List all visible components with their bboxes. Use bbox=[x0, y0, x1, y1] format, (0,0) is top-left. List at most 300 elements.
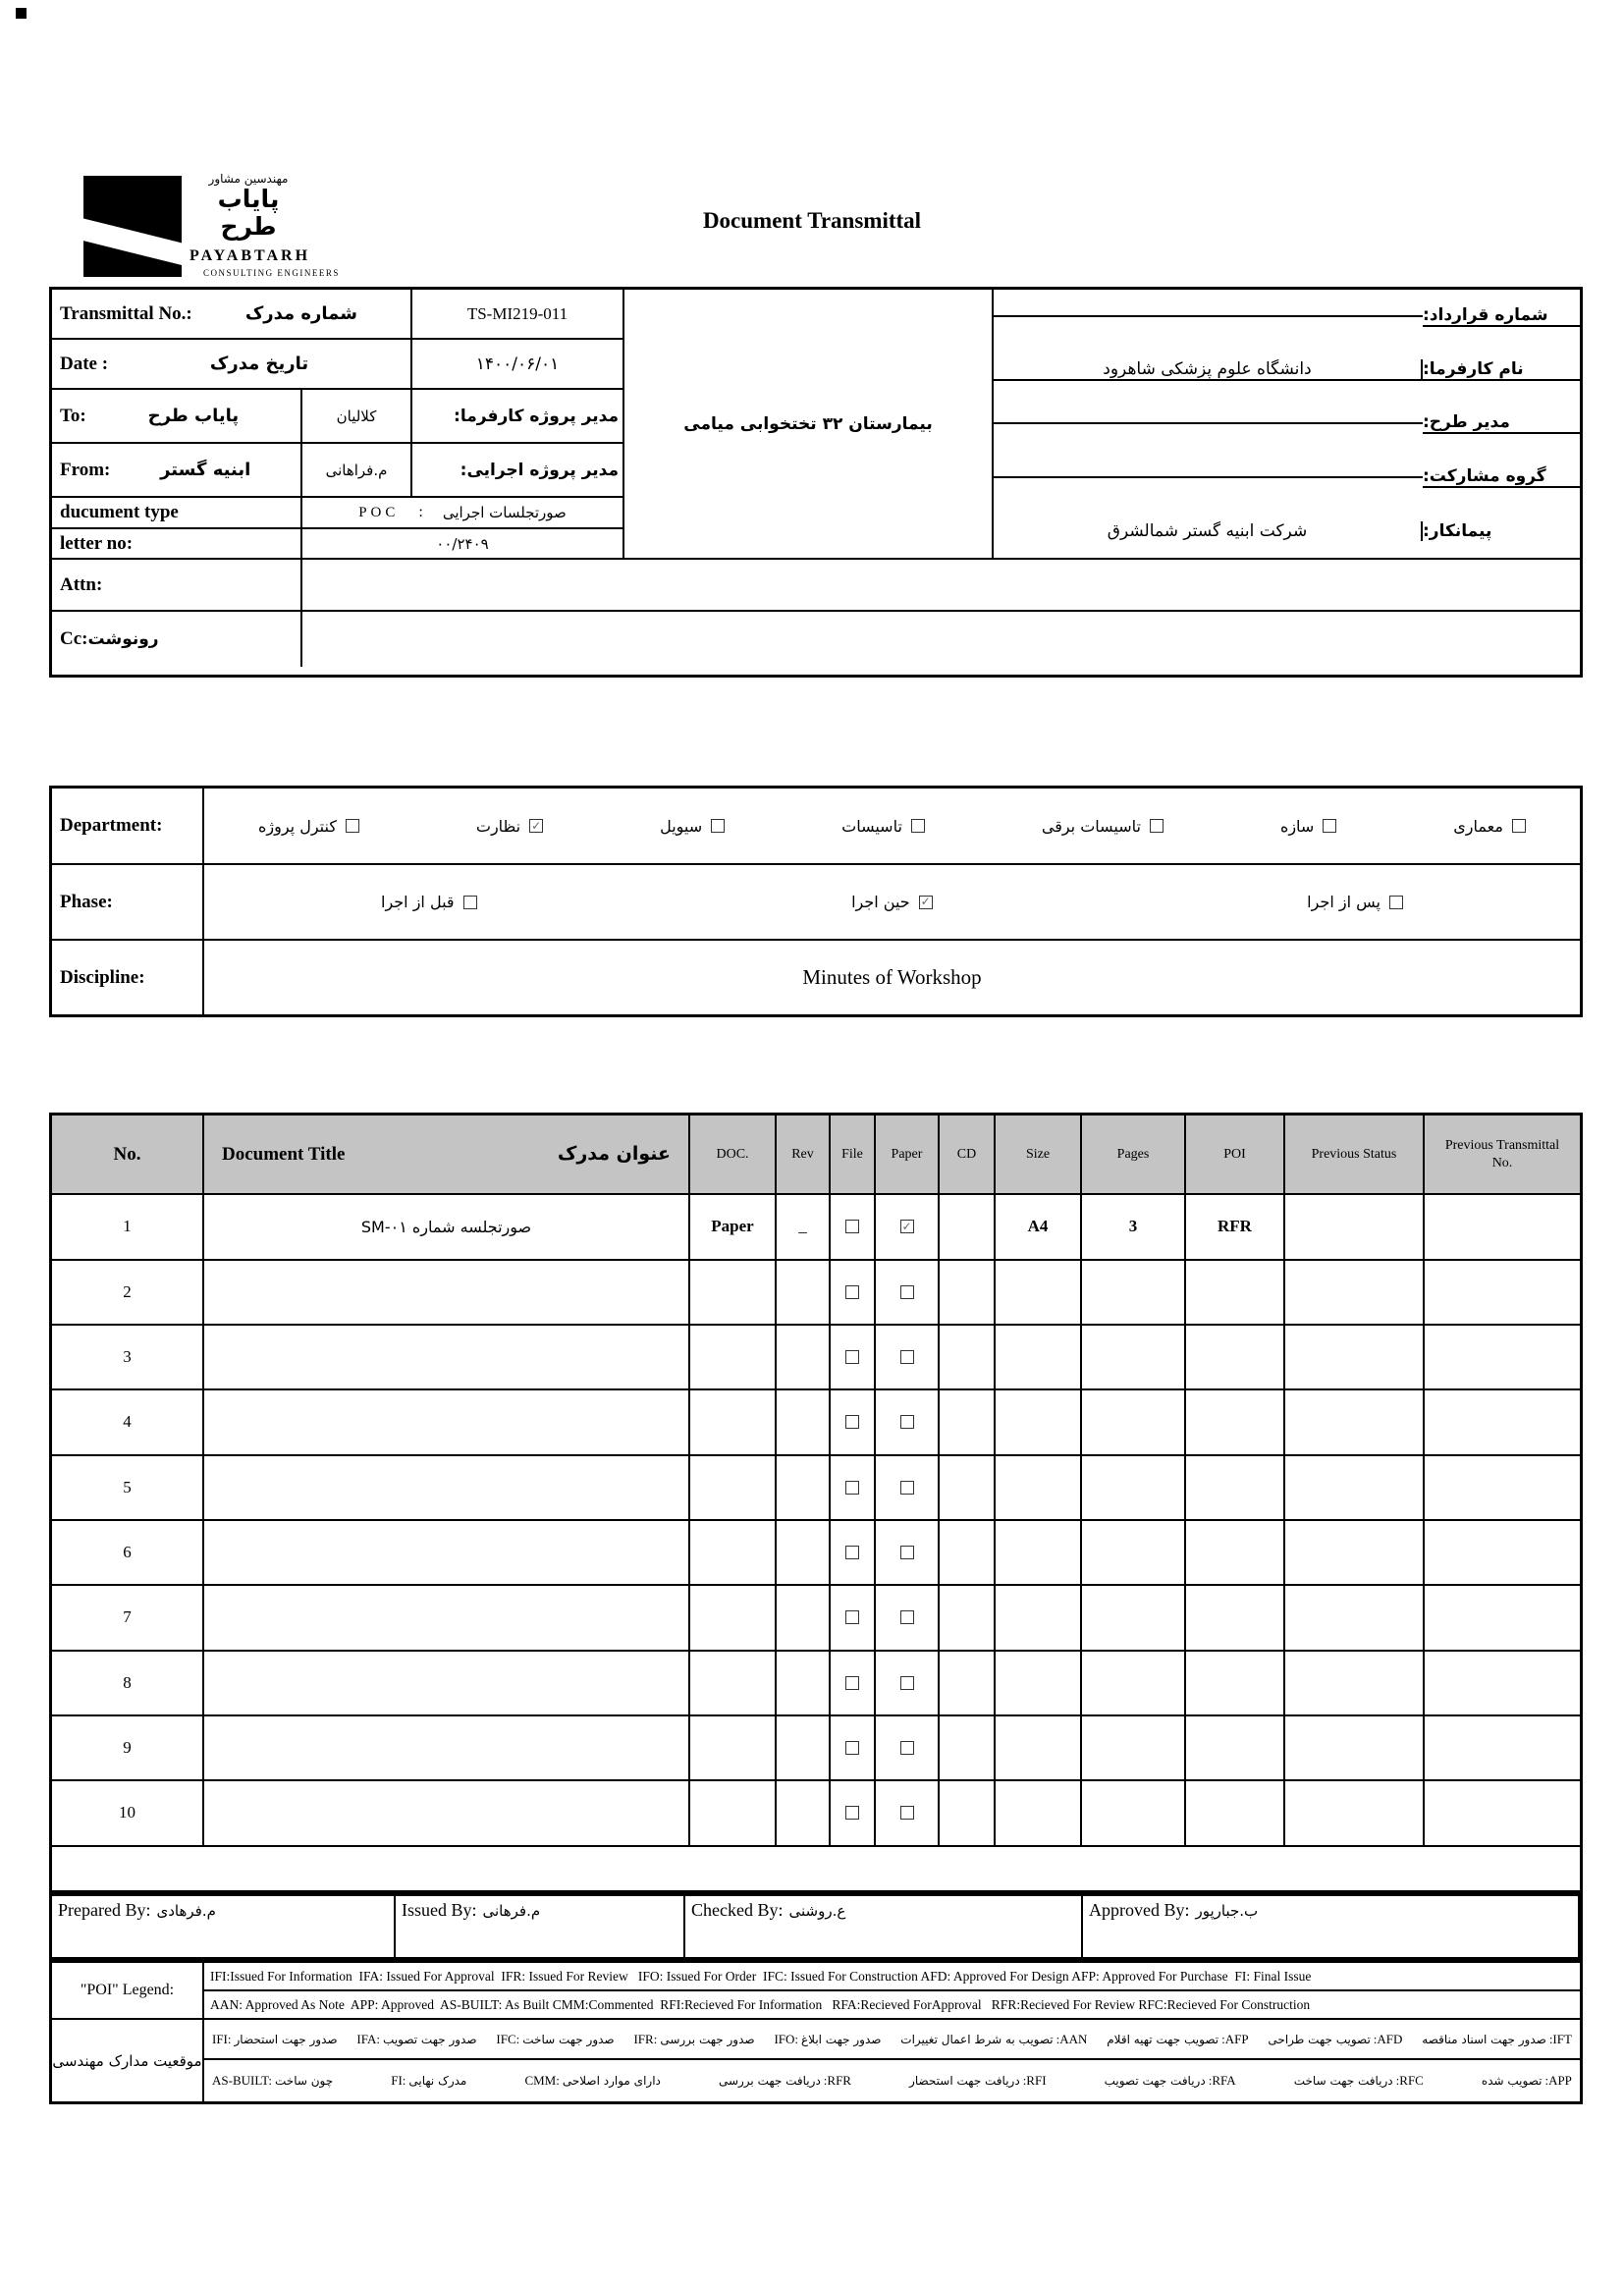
row-pages bbox=[1082, 1456, 1186, 1521]
checkbox[interactable] bbox=[845, 1481, 859, 1495]
checkbox[interactable] bbox=[845, 1741, 859, 1755]
checkbox[interactable] bbox=[900, 1610, 914, 1624]
row-paper-checkbox bbox=[876, 1390, 940, 1455]
row-poi bbox=[1186, 1521, 1285, 1586]
row-pages bbox=[1082, 1261, 1186, 1326]
legend-item bbox=[212, 2073, 333, 2089]
from-role-label: مدیر پروژه اجرایی: bbox=[412, 444, 624, 498]
row-doc bbox=[690, 1521, 777, 1586]
col-header-prev-transmittal: Previous Transmittal No. bbox=[1425, 1115, 1580, 1195]
document-title-en: Document Title bbox=[222, 1143, 346, 1165]
row-cd bbox=[940, 1521, 996, 1586]
legend-text: تصویب جهت طراحی bbox=[1268, 2032, 1371, 2046]
legend-code: :RFC bbox=[1395, 2073, 1424, 2088]
row-prev-status bbox=[1285, 1390, 1425, 1455]
row-paper-checkbox bbox=[876, 1652, 940, 1716]
row-file-checkbox bbox=[831, 1326, 876, 1390]
legend-fa-row2 bbox=[204, 2060, 1580, 2101]
row-cd bbox=[940, 1326, 996, 1390]
row-cd bbox=[940, 1652, 996, 1716]
legend-text: صدور جهت تصویب bbox=[383, 2032, 477, 2046]
legend-text: صدور جهت ابلاغ bbox=[801, 2032, 882, 2046]
row-doc bbox=[690, 1781, 777, 1846]
row-size bbox=[996, 1781, 1082, 1846]
row-prev-transmittal bbox=[1425, 1261, 1580, 1326]
legend-code: IFO: bbox=[774, 2031, 798, 2046]
row-prev-status bbox=[1285, 1716, 1425, 1781]
checkbox-item[interactable] bbox=[1042, 817, 1164, 836]
row-title: صورتجلسه شماره SM-۰۱ bbox=[204, 1195, 690, 1260]
checkbox-label: تاسیسات برقی bbox=[1041, 816, 1141, 836]
row-no: 3 bbox=[52, 1326, 204, 1390]
checkbox[interactable] bbox=[900, 1741, 914, 1755]
col-header-title bbox=[204, 1115, 690, 1195]
checkbox[interactable] bbox=[900, 1285, 914, 1299]
row-size bbox=[996, 1521, 1082, 1586]
legend-item bbox=[633, 2032, 754, 2047]
row-prev-transmittal bbox=[1425, 1456, 1580, 1521]
legend-code: AS-BUILT: bbox=[212, 2073, 272, 2088]
legend-code: IFC: bbox=[496, 2031, 520, 2046]
row-title bbox=[204, 1652, 690, 1716]
row-file-checkbox bbox=[831, 1261, 876, 1326]
to-role-label: مدیر پروژه کارفرما: bbox=[412, 390, 624, 444]
legend-code: :APP bbox=[1544, 2073, 1572, 2088]
checkbox[interactable] bbox=[845, 1676, 859, 1690]
row-size bbox=[996, 1652, 1082, 1716]
row-title bbox=[204, 1781, 690, 1846]
row-rev bbox=[777, 1716, 831, 1781]
col-header-poi: POI bbox=[1186, 1115, 1285, 1195]
row-pages bbox=[1082, 1586, 1186, 1651]
checkbox[interactable] bbox=[845, 1610, 859, 1624]
row-cd bbox=[940, 1456, 996, 1521]
col-header-file: File bbox=[831, 1115, 876, 1195]
legend-text: دریافت جهت ساخت bbox=[1293, 2074, 1393, 2088]
row-paper-checkbox bbox=[876, 1716, 940, 1781]
legend-item bbox=[1294, 2073, 1424, 2089]
checkbox-label: حین اجرا bbox=[851, 893, 910, 911]
phase-checkboxes bbox=[204, 865, 1580, 941]
col-header-cd: CD bbox=[940, 1115, 996, 1195]
col-header-prev-status: Previous Status bbox=[1285, 1115, 1425, 1195]
legend-fa-row1 bbox=[204, 2020, 1580, 2060]
poi-legend-label: "POI" Legend: bbox=[52, 1963, 204, 2020]
checkbox[interactable] bbox=[845, 1546, 859, 1559]
info-right-label: نام کارفرما: bbox=[1423, 359, 1580, 381]
row-poi: RFR bbox=[1186, 1195, 1285, 1260]
row-cd bbox=[940, 1390, 996, 1455]
checkbox[interactable] bbox=[900, 1481, 914, 1495]
legend-code: :AAN bbox=[1056, 2031, 1088, 2046]
col-header-rev: Rev bbox=[777, 1115, 831, 1195]
signature-name: م.فرهانی bbox=[482, 1902, 541, 1920]
info-right-block bbox=[994, 290, 1580, 560]
row-size bbox=[996, 1326, 1082, 1390]
discipline-label: Discipline: bbox=[52, 941, 204, 1014]
info-right-value bbox=[994, 422, 1423, 424]
legend-code: FI: bbox=[391, 2073, 406, 2088]
col-header-size: Size bbox=[996, 1115, 1082, 1195]
row-file-checkbox bbox=[831, 1586, 876, 1651]
checkbox-label: معماری bbox=[1453, 816, 1503, 836]
checkbox-label: کنترل پروژه bbox=[258, 816, 337, 836]
checkbox[interactable] bbox=[845, 1350, 859, 1364]
checkbox[interactable] bbox=[900, 1415, 914, 1429]
legend-text: تصویب جهت تهیه اقلام bbox=[1107, 2032, 1219, 2046]
row-pages: 3 bbox=[1082, 1195, 1186, 1260]
row-prev-transmittal bbox=[1425, 1781, 1580, 1846]
row-prev-status bbox=[1285, 1261, 1425, 1326]
row-poi bbox=[1186, 1781, 1285, 1846]
legend-text: صدور جهت استحضار bbox=[234, 2032, 338, 2046]
row-title bbox=[204, 1261, 690, 1326]
legend-code: IFR: bbox=[633, 2031, 658, 2046]
row-title bbox=[204, 1390, 690, 1455]
legend-item bbox=[1268, 2032, 1402, 2047]
letterno-value: ۰۰/۲۴۰۹ bbox=[302, 529, 624, 560]
legend-en-row1: IFI:Issued For Information IFA: Issued For Approval IFR: Issued For Review IFO: Issued For Order IFC: Issued For Construction AFD: Approved For Design AFP: Approved For Purchase FI: Final Issue bbox=[204, 1963, 1580, 1991]
phase-label: Phase: bbox=[52, 865, 204, 941]
row-title bbox=[204, 1521, 690, 1586]
legend-item bbox=[1105, 2073, 1236, 2089]
info-right-value bbox=[994, 476, 1423, 478]
checkbox-label: تاسیسات bbox=[841, 816, 902, 836]
row-no: 5 bbox=[52, 1456, 204, 1521]
corner-mark bbox=[16, 8, 27, 19]
row-paper-checkbox bbox=[876, 1456, 940, 1521]
row-doc bbox=[690, 1456, 777, 1521]
document-title-fa: عنوان مدرک bbox=[557, 1142, 671, 1165]
col-header-paper: Paper bbox=[876, 1115, 940, 1195]
row-no: 10 bbox=[52, 1781, 204, 1846]
legend-text: صدور جهت بررسی bbox=[660, 2032, 755, 2046]
signature-label: Issued By: bbox=[402, 1900, 477, 1920]
classification-table bbox=[49, 786, 1583, 1017]
checkbox-item[interactable] bbox=[1453, 817, 1526, 836]
legend-code: :AFP bbox=[1221, 2031, 1249, 2046]
row-rev: _ bbox=[777, 1195, 831, 1260]
row-doc bbox=[690, 1390, 777, 1455]
attn-value bbox=[302, 560, 1580, 612]
row-cd bbox=[940, 1781, 996, 1846]
legend-code: :RFI bbox=[1022, 2073, 1047, 2088]
brand-subtitle: CONSULTING ENGINEERS bbox=[203, 268, 340, 278]
row-doc bbox=[690, 1261, 777, 1326]
row-prev-transmittal bbox=[1425, 1195, 1580, 1260]
cc-value bbox=[302, 612, 1580, 667]
row-doc bbox=[690, 1326, 777, 1390]
letterno-label: letter no: bbox=[52, 529, 302, 560]
row-file-checkbox bbox=[831, 1456, 876, 1521]
signature-name: ع.روشنی bbox=[788, 1902, 846, 1920]
row-doc: Paper bbox=[690, 1195, 777, 1260]
document-table bbox=[49, 1113, 1583, 1893]
row-size: A4 bbox=[996, 1195, 1082, 1260]
legend-item bbox=[391, 2073, 466, 2089]
row-prev-status bbox=[1285, 1195, 1425, 1260]
legend-item bbox=[1422, 2032, 1572, 2047]
transmittal-no-value: TS-MI219-011 bbox=[412, 290, 624, 340]
row-rev bbox=[777, 1781, 831, 1846]
checkbox[interactable] bbox=[900, 1350, 914, 1364]
row-pages bbox=[1082, 1716, 1186, 1781]
row-prev-transmittal bbox=[1425, 1716, 1580, 1781]
info-right-value: شرکت ابنیه گستر شمالشرق bbox=[994, 521, 1423, 541]
legend-item bbox=[719, 2073, 851, 2089]
checkbox-item[interactable] bbox=[1307, 893, 1403, 911]
row-paper-checkbox bbox=[876, 1781, 940, 1846]
checkbox[interactable] bbox=[1323, 819, 1336, 833]
to-person: کلالیان bbox=[302, 390, 412, 444]
row-no: 1 bbox=[52, 1195, 204, 1260]
legend-code: :IFT bbox=[1548, 2031, 1572, 2046]
checkbox[interactable] bbox=[900, 1676, 914, 1690]
row-no: 2 bbox=[52, 1261, 204, 1326]
row-prev-status bbox=[1285, 1781, 1425, 1846]
legend-code: IFA: bbox=[356, 2031, 381, 2046]
info-right-label: پیمانکار: bbox=[1423, 520, 1492, 541]
checkbox-item[interactable] bbox=[1280, 817, 1336, 836]
row-file-checkbox bbox=[831, 1521, 876, 1586]
row-prev-transmittal bbox=[1425, 1521, 1580, 1586]
row-cd bbox=[940, 1195, 996, 1260]
legend-text: تصویب شده bbox=[1481, 2074, 1543, 2088]
legend-item bbox=[524, 2073, 660, 2089]
col-header-doc: DOC. bbox=[690, 1115, 777, 1195]
row-poi bbox=[1186, 1326, 1285, 1390]
date-label: Date : تاریخ مدرک bbox=[52, 340, 412, 390]
legend-text: صدور جهت اسناد مناقصه bbox=[1422, 2032, 1546, 2046]
checkbox-item[interactable] bbox=[660, 817, 725, 836]
row-poi bbox=[1186, 1652, 1285, 1716]
row-title bbox=[204, 1326, 690, 1390]
row-rev bbox=[777, 1326, 831, 1390]
info-right-label: گروه مشارکت: bbox=[1423, 466, 1580, 488]
legend-text: چون ساخت bbox=[275, 2074, 334, 2088]
legend-code: CMM: bbox=[524, 2073, 560, 2088]
checkbox[interactable] bbox=[900, 1546, 914, 1559]
row-doc bbox=[690, 1652, 777, 1716]
signature-name: ب.جبارپور bbox=[1195, 1902, 1259, 1920]
legend-code: :RFA bbox=[1208, 2073, 1236, 2088]
legend-text: دریافت جهت استحضار bbox=[909, 2074, 1020, 2088]
checkbox-label: نظارت bbox=[475, 816, 521, 836]
date-value: ۱۴۰۰/۰۶/۰۱ bbox=[412, 340, 624, 390]
doctype-value: POC : صورتجلسات اجرایی bbox=[302, 498, 624, 529]
department-checkboxes bbox=[204, 789, 1580, 865]
legend-code: :AFD bbox=[1373, 2031, 1403, 2046]
row-poi bbox=[1186, 1261, 1285, 1326]
row-size bbox=[996, 1716, 1082, 1781]
checkbox-label: سیویل bbox=[660, 816, 703, 836]
info-right-value: دانشگاه علوم پزشکی شاهرود bbox=[994, 359, 1423, 381]
row-prev-transmittal bbox=[1425, 1586, 1580, 1651]
row-prev-status bbox=[1285, 1456, 1425, 1521]
checkbox[interactable] bbox=[900, 1806, 914, 1820]
info-table bbox=[49, 287, 1583, 678]
row-paper-checkbox bbox=[876, 1195, 940, 1260]
legend-item bbox=[212, 2032, 338, 2047]
row-rev bbox=[777, 1652, 831, 1716]
legend-code: :RFR bbox=[823, 2073, 851, 2088]
row-pages bbox=[1082, 1326, 1186, 1390]
checkbox[interactable] bbox=[1150, 819, 1164, 833]
row-poi bbox=[1186, 1716, 1285, 1781]
row-rev bbox=[777, 1261, 831, 1326]
row-doc bbox=[690, 1586, 777, 1651]
signature-label: Approved By: bbox=[1089, 1900, 1190, 1920]
row-rev bbox=[777, 1521, 831, 1586]
from-person: م.فراهانی bbox=[302, 444, 412, 498]
legend-text: دارای موارد اصلاحی bbox=[562, 2074, 661, 2088]
row-no: 7 bbox=[52, 1586, 204, 1651]
discipline-value: Minutes of Workshop bbox=[802, 965, 982, 989]
row-file-checkbox bbox=[831, 1195, 876, 1260]
legend-text: تصویب به شرط اعمال تغییرات bbox=[900, 2032, 1054, 2046]
legend-item bbox=[909, 2073, 1046, 2089]
checkbox[interactable] bbox=[346, 819, 359, 833]
to-field: To: پایاب طرح bbox=[52, 390, 302, 444]
row-no: 4 bbox=[52, 1390, 204, 1455]
row-size bbox=[996, 1586, 1082, 1651]
row-no: 6 bbox=[52, 1521, 204, 1586]
info-right-label: شماره قرارداد: bbox=[1423, 305, 1580, 327]
legend-text: دریافت جهت تصویب bbox=[1104, 2074, 1206, 2088]
col-header-no: No. bbox=[52, 1115, 204, 1195]
remarks-empty-cell bbox=[52, 1847, 1580, 1890]
signature-label: Prepared By: bbox=[58, 1900, 151, 1920]
legend-text: مدرک نهایی bbox=[408, 2074, 467, 2088]
row-file-checkbox bbox=[831, 1390, 876, 1455]
department-label: Department: bbox=[52, 789, 204, 865]
checkbox[interactable] bbox=[1512, 819, 1526, 833]
legend-item bbox=[1107, 2032, 1248, 2047]
checkbox[interactable] bbox=[900, 1220, 914, 1233]
checkbox[interactable] bbox=[911, 819, 925, 833]
legend-item bbox=[1482, 2073, 1572, 2089]
page-title: Document Transmittal bbox=[702, 208, 922, 233]
checkbox-item[interactable] bbox=[476, 817, 543, 836]
row-paper-checkbox bbox=[876, 1326, 940, 1390]
row-prev-transmittal bbox=[1425, 1390, 1580, 1455]
legend-item bbox=[356, 2032, 476, 2047]
row-title bbox=[204, 1586, 690, 1651]
poi-legend-table bbox=[49, 1960, 1583, 2104]
doctype-label: ducument type bbox=[52, 498, 302, 529]
legend-item bbox=[900, 2032, 1087, 2047]
signature-row bbox=[49, 1893, 1583, 1960]
brand-name-fa-small: مهندسین مشاور bbox=[208, 172, 289, 186]
checkbox[interactable] bbox=[1389, 896, 1403, 909]
row-rev bbox=[777, 1586, 831, 1651]
row-title bbox=[204, 1456, 690, 1521]
legend-fa-label: موقعیت مدارک مهندسی bbox=[52, 2020, 204, 2101]
row-doc bbox=[690, 1716, 777, 1781]
checkbox[interactable] bbox=[845, 1415, 859, 1429]
signature-label: Checked By: bbox=[691, 1900, 784, 1920]
row-file-checkbox bbox=[831, 1781, 876, 1846]
row-prev-transmittal bbox=[1425, 1652, 1580, 1716]
checkbox-item[interactable] bbox=[851, 893, 933, 911]
checkbox[interactable] bbox=[845, 1806, 859, 1820]
legend-item bbox=[496, 2032, 614, 2047]
row-pages bbox=[1082, 1781, 1186, 1846]
row-file-checkbox bbox=[831, 1652, 876, 1716]
row-size bbox=[996, 1390, 1082, 1455]
row-pages bbox=[1082, 1652, 1186, 1716]
row-poi bbox=[1186, 1456, 1285, 1521]
checkbox[interactable] bbox=[711, 819, 725, 833]
signature-name: م.فرهادی bbox=[156, 1902, 216, 1920]
row-cd bbox=[940, 1716, 996, 1781]
brand-name-fa: پایاب طرح bbox=[217, 185, 280, 241]
row-prev-status bbox=[1285, 1326, 1425, 1390]
checkbox[interactable] bbox=[845, 1220, 859, 1233]
col-header-pages: Pages bbox=[1082, 1115, 1186, 1195]
legend-en-row2: AAN: Approved As Note APP: Approved AS-BUILT: As Built CMM:Commented RFI:Recieved For Information RFA:Recieved ForApproval RFR:Recieved For Review RFC:Recieved For Construction bbox=[204, 1991, 1580, 2020]
row-rev bbox=[777, 1456, 831, 1521]
row-file-checkbox bbox=[831, 1716, 876, 1781]
row-size bbox=[996, 1261, 1082, 1326]
row-poi bbox=[1186, 1586, 1285, 1651]
row-no: 8 bbox=[52, 1652, 204, 1716]
row-poi bbox=[1186, 1390, 1285, 1455]
signature-cell bbox=[685, 1896, 1083, 1957]
row-rev bbox=[777, 1390, 831, 1455]
checkbox-item[interactable] bbox=[258, 817, 359, 836]
signature-cell bbox=[396, 1896, 685, 1957]
info-right-label: مدیر طرح: bbox=[1423, 412, 1580, 434]
row-prev-status bbox=[1285, 1652, 1425, 1716]
cc-label: Cc: رونوشت bbox=[52, 612, 302, 667]
info-right-value bbox=[994, 315, 1423, 317]
checkbox[interactable] bbox=[845, 1285, 859, 1299]
checkbox-label: سازه bbox=[1279, 816, 1315, 836]
checkbox-item[interactable] bbox=[381, 893, 477, 911]
legend-text: صدور جهت ساخت bbox=[522, 2032, 615, 2046]
row-cd bbox=[940, 1261, 996, 1326]
row-paper-checkbox bbox=[876, 1586, 940, 1651]
transmittal-no-label: Transmittal No.: شماره مدرک bbox=[52, 290, 412, 340]
legend-text: دریافت جهت بررسی bbox=[718, 2074, 821, 2088]
attn-label: Attn: bbox=[52, 560, 302, 612]
row-prev-status bbox=[1285, 1586, 1425, 1651]
row-prev-status bbox=[1285, 1521, 1425, 1586]
row-prev-transmittal bbox=[1425, 1326, 1580, 1390]
row-paper-checkbox bbox=[876, 1261, 940, 1326]
row-cd bbox=[940, 1586, 996, 1651]
row-paper-checkbox bbox=[876, 1521, 940, 1586]
row-size bbox=[996, 1456, 1082, 1521]
checkbox[interactable] bbox=[919, 896, 933, 909]
checkbox[interactable] bbox=[463, 896, 477, 909]
checkbox-label: قبل از اجرا bbox=[381, 893, 455, 911]
checkbox[interactable] bbox=[529, 819, 543, 833]
signature-cell bbox=[1083, 1896, 1580, 1957]
signature-cell bbox=[52, 1896, 396, 1957]
brand-name-en: PAYABTARH bbox=[189, 247, 311, 264]
legend-code: IFI: bbox=[212, 2031, 232, 2046]
checkbox-item[interactable] bbox=[841, 817, 925, 836]
row-title bbox=[204, 1716, 690, 1781]
row-pages bbox=[1082, 1390, 1186, 1455]
from-field: From: ابنیه گستر bbox=[52, 444, 302, 498]
legend-item bbox=[774, 2032, 881, 2047]
row-no: 9 bbox=[52, 1716, 204, 1781]
checkbox-label: پس از اجرا bbox=[1307, 893, 1380, 911]
row-pages bbox=[1082, 1521, 1186, 1586]
